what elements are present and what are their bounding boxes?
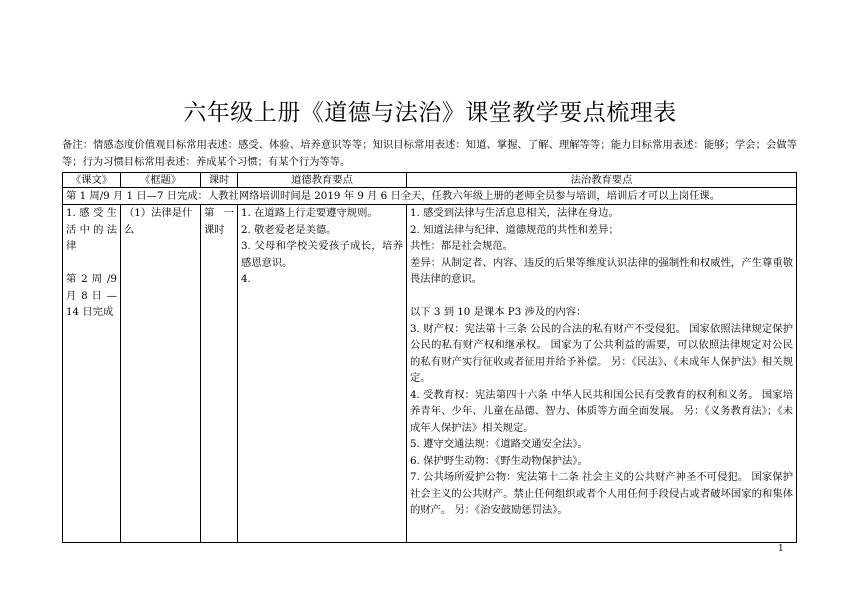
header-lesson: 《课文》 xyxy=(63,173,121,188)
lesson-cell xyxy=(63,205,121,543)
list-item: 6. 保护野生动物：《野生动物保护法》。 xyxy=(410,454,588,467)
header-frame: 《框题》 xyxy=(121,173,201,188)
law-points-cell xyxy=(407,205,797,543)
list-item: 1. 感受到法律与生活息息相关，法律在身边。 xyxy=(410,207,619,219)
table-row xyxy=(63,205,797,543)
lesson-week: 第 2 周 /9 月 8 日 — 14 日完成 xyxy=(66,273,117,318)
week1-text: 第 1 周/9 月 1 日—7 日完成：人教社网络培训时间是 2019 年 9 月 6 日全天，任教六年级上册的老师全员参与培训，培训后才可以上岗任课。 xyxy=(63,188,797,205)
note-paragraph: 备注：情感态度价值观目标常用表述：感受、体验、培养意识等等；知识目标常用表述：知道、掌握、了解、理解等等；能力目标常用表述：能够；学会；会做等等；行为习惯目标常用表述：养成某个习惯；有某个行为等等。 xyxy=(62,139,797,168)
table-header-row xyxy=(63,173,797,188)
list-item: 差异：从制定者、内容、违反的后果等维度认识法律的强制性和权威性，产生尊重敬畏法律的意识。 xyxy=(410,256,793,285)
list-item: 4. xyxy=(241,273,251,285)
list-item: 2. 知道法律与纪律、道德规范的共性和差异； xyxy=(410,223,619,236)
header-law-points: 法治教育要点 xyxy=(407,173,797,188)
list-item: 7. 公共场所爱护公物：宪法第十二条 社会主义的公共财产神圣不可侵犯。 国家保护社会主义的公共财产。禁止任何组织或者个人用任何手段侵占或者破坏国家的和集体的财产。 另：《治安鼓励惩罚法》。 xyxy=(410,471,793,516)
list-item: 4. 受教育权：宪法第四十六条 中华人民共和国公民有受教育的权利和义务。 国家培养青年、少年、儿童在品德、智力、体质等方面全面发展。 另：《义务教育法》；《未成年人保护法》相关规定。 xyxy=(410,388,793,434)
period-cell: 第 一 课时 xyxy=(201,205,238,543)
week-row xyxy=(63,188,797,205)
list-item: 共性：都是社会规范。 xyxy=(410,240,513,252)
list-item: 5. 遵守交通法规：《道路交通安全法》。 xyxy=(410,438,588,450)
list-item: 1. 在道路上行走要遵守规则。 xyxy=(241,207,378,219)
teaching-points-table xyxy=(62,172,797,543)
list-item: 2. 敬老爱老是美德。 xyxy=(241,223,337,236)
page-title: 六年级上册《道德与法治》课堂教学要点梳理表 xyxy=(183,100,677,126)
list-item: 3. 父母和学校关爱孩子成长，培养感恩意识。 xyxy=(241,240,403,269)
header-period: 课时 xyxy=(201,173,238,188)
list-item: 以下 3 到 10 是课本 P3 涉及的内容： xyxy=(410,306,587,318)
page-number: 1 xyxy=(778,544,784,554)
lesson-title: 1. 感 受 生 活 中 的 法 律 xyxy=(66,207,118,252)
list-item: 3. 财产权：宪法第十三条 公民的合法的私有财产不受侵犯。 国家依照法律规定保护公民的私有财产权和继承权。 国家为了公共利益的需要，可以依照法律规定对公民的私有财产实行征收或者征用并给予补偿。 另：《民法》、《未成年人保护法》相关规定。 xyxy=(410,322,793,384)
moral-points-cell xyxy=(238,205,407,543)
frame-cell: （1）法律是什么 xyxy=(121,205,201,543)
header-moral-points: 道德教育要点 xyxy=(238,173,407,188)
